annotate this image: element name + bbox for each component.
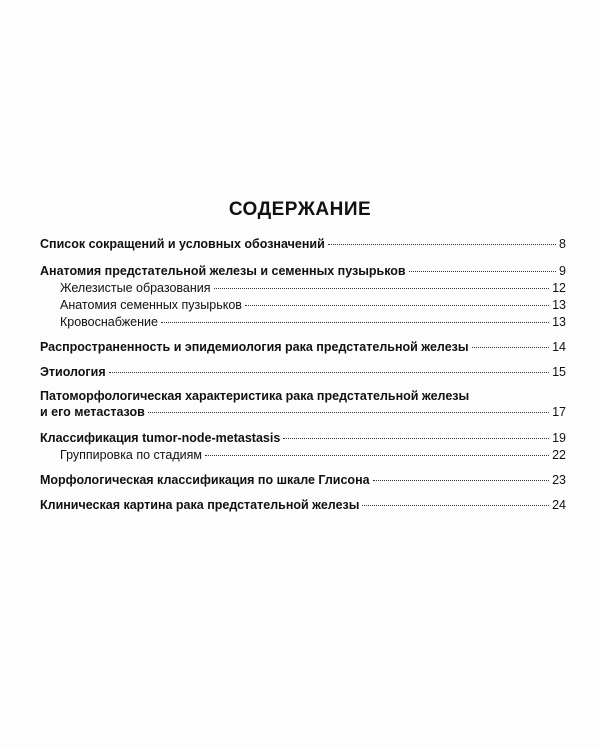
toc-entry-text: Классификация tumor-node-metastasis bbox=[40, 431, 281, 445]
toc-entry-text: Анатомия семенных пузырьков bbox=[60, 298, 242, 312]
toc-page-number: 9 bbox=[559, 264, 566, 278]
toc-page-number: 14 bbox=[552, 340, 566, 354]
toc-entry bbox=[40, 430, 566, 446]
toc-entry-text: и его метастазов bbox=[40, 405, 145, 419]
dot-leader bbox=[205, 455, 549, 456]
page-title: СОДЕРЖАНИЕ bbox=[228, 199, 372, 220]
dot-leader bbox=[148, 412, 549, 413]
toc-entry bbox=[40, 497, 566, 513]
toc-entry bbox=[40, 236, 566, 252]
toc-entry bbox=[40, 263, 566, 279]
toc-page-number: 13 bbox=[552, 315, 566, 329]
toc-entry-text: Клиническая картина рака предстательной железы bbox=[40, 498, 360, 512]
toc-page-number: 23 bbox=[552, 473, 566, 487]
toc-subentry bbox=[60, 447, 566, 463]
dot-leader bbox=[373, 480, 550, 481]
toc-subentry bbox=[60, 280, 566, 296]
toc-page-number: 17 bbox=[552, 405, 566, 419]
toc-entry bbox=[40, 404, 566, 420]
dot-leader bbox=[409, 271, 556, 272]
toc-page-number: 24 bbox=[552, 498, 566, 512]
toc-subentry bbox=[60, 314, 566, 330]
toc-entry-text: Кровоснабжение bbox=[60, 315, 158, 329]
dot-leader bbox=[214, 288, 550, 289]
toc-entry-text: Железистые образования bbox=[60, 281, 211, 295]
dot-leader bbox=[472, 347, 550, 348]
toc-subentry bbox=[60, 297, 566, 313]
toc-page-number: 12 bbox=[552, 281, 566, 295]
dot-leader bbox=[245, 305, 549, 306]
toc-entry bbox=[40, 364, 566, 380]
toc-entry bbox=[40, 472, 566, 488]
toc-entry-text: Анатомия предстательной железы и семенных пузырьков bbox=[40, 264, 406, 278]
toc-page-number: 13 bbox=[552, 298, 566, 312]
dot-leader bbox=[362, 505, 549, 506]
dot-leader bbox=[109, 372, 549, 373]
toc-entry-text: Список сокращений и условных обозначений bbox=[40, 237, 325, 251]
toc-page-number: 15 bbox=[552, 365, 566, 379]
dot-leader bbox=[283, 438, 549, 439]
toc-page-number: 8 bbox=[559, 237, 566, 251]
dot-leader bbox=[328, 244, 556, 245]
toc-page-number: 19 bbox=[552, 431, 566, 445]
toc-entry-text: Этиология bbox=[40, 365, 106, 379]
toc-entry-line1: Патоморфологическая характеристика рака предстательной железы bbox=[40, 389, 470, 403]
dot-leader bbox=[161, 322, 549, 323]
toc-entry-text: Группировка по стадиям bbox=[60, 448, 202, 462]
toc-entry-text: Морфологическая классификация по шкале Глисона bbox=[40, 473, 370, 487]
toc-entry bbox=[40, 339, 566, 355]
toc-entry-text: Распространенность и эпидемиология рака предстательной железы bbox=[40, 340, 469, 354]
toc-page-number: 22 bbox=[552, 448, 566, 462]
